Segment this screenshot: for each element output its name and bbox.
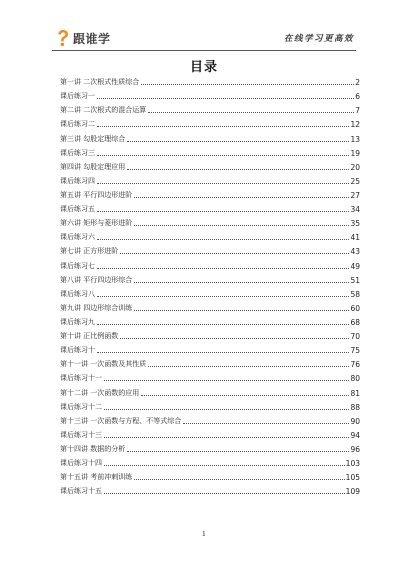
toc-entry-page: 12: [350, 120, 360, 130]
toc-entry-page: 49: [350, 261, 360, 271]
toc-entry-label: 课后练习三: [60, 148, 95, 157]
toc-entry-label: 第六讲 矩形与菱形进阶: [60, 219, 133, 228]
toc-entry-label: 课后练习十三: [60, 430, 102, 439]
toc-entry-label: 课后练习二: [60, 120, 95, 129]
toc-entry-label: 课后练习十二: [60, 402, 102, 411]
header-divider: [52, 50, 356, 51]
toc-entry-label: 课后练习四: [60, 176, 95, 185]
toc-entry[interactable]: [60, 341, 360, 355]
toc-dot-leader: [104, 493, 345, 494]
toc-entry[interactable]: [60, 242, 360, 256]
toc-entry-label: 课后练习八: [60, 289, 95, 298]
toc-dot-leader: [148, 112, 354, 113]
toc-entry[interactable]: [60, 369, 360, 383]
toc-entry-label: 第二讲 二次根式的混合运算: [60, 106, 147, 115]
toc-dot-leader: [120, 253, 349, 254]
toc-entry[interactable]: [60, 482, 360, 496]
toc-dot-leader: [97, 98, 354, 99]
toc-entry-label: 第十一讲 一次函数及其性质: [60, 360, 147, 369]
toc-entry[interactable]: [60, 144, 360, 158]
toc-entry-label: 课后练习十: [60, 346, 95, 355]
toc-entry[interactable]: [60, 214, 360, 228]
toc-entry[interactable]: [60, 115, 360, 129]
toc-entry[interactable]: [60, 327, 360, 341]
toc-entry[interactable]: [60, 129, 360, 143]
toc-entry-label: 课后练习一: [60, 92, 95, 101]
toc-dot-leader: [104, 465, 345, 466]
question-mark-logo-icon: [56, 29, 70, 47]
toc-dot-leader: [97, 183, 349, 184]
header-slogan: 在线学习更高效: [283, 34, 354, 44]
toc-entry-page: 19: [350, 148, 360, 158]
toc-entry-page: 43: [350, 247, 360, 257]
toc-entry[interactable]: [60, 158, 360, 172]
toc-dot-leader: [97, 268, 349, 269]
toc-entry[interactable]: [60, 256, 360, 270]
toc-entry-page: 75: [350, 346, 360, 356]
toc-entry-page: 20: [350, 162, 360, 172]
toc-entry-page: 34: [350, 205, 360, 215]
toc-dot-leader: [127, 451, 349, 452]
toc-entry[interactable]: [60, 313, 360, 327]
toc-entry-page: 25: [350, 176, 360, 186]
toc-entry[interactable]: [60, 87, 360, 101]
toc-dot-leader: [141, 84, 354, 85]
toc-entry-page: 76: [350, 360, 360, 370]
toc-entry-page: 13: [350, 134, 360, 144]
toc-dot-leader: [97, 296, 349, 297]
toc-entry-label: 第四讲 勾股定理应用: [60, 162, 126, 171]
toc-entry-label: 第十三讲 一次函数与方程、不等式综合: [60, 416, 182, 425]
toc-entry-label: 课后练习七: [60, 261, 95, 270]
toc-entry-page: 58: [350, 289, 360, 299]
toc-dot-leader: [97, 239, 349, 240]
toc-entry-page: 35: [350, 219, 360, 229]
toc-entry-label: 第三讲 勾股定理综合: [60, 134, 126, 143]
toc-entry[interactable]: [60, 271, 360, 285]
toc-entry-page: 109: [345, 487, 360, 497]
toc-dot-leader: [134, 197, 349, 198]
page-title: 目录: [189, 60, 218, 75]
toc-entry-label: 第五讲 平行四边形进阶: [60, 190, 133, 199]
toc-entry-label: 第十五讲 考前冲刺训练: [60, 473, 133, 482]
toc-entry-label: 第一讲 二次根式性质综合: [60, 78, 140, 87]
toc-dot-leader: [134, 225, 349, 226]
toc-entry[interactable]: [60, 228, 360, 242]
toc-entry-page: 41: [350, 233, 360, 243]
toc-dot-leader: [97, 155, 349, 156]
toc-dot-leader: [183, 423, 349, 424]
toc-entry-page: 103: [345, 459, 360, 469]
table-of-contents: [60, 73, 360, 496]
toc-dot-leader: [97, 324, 349, 325]
toc-dot-leader: [134, 310, 349, 311]
toc-entry[interactable]: [60, 383, 360, 397]
toc-entry-label: 课后练习五: [60, 205, 95, 214]
toc-dot-leader: [134, 282, 349, 283]
toc-entry-page: 90: [350, 416, 360, 426]
toc-entry-page: 60: [350, 303, 360, 313]
toc-entry-label: 第七讲 正方形进阶: [60, 247, 119, 256]
toc-entry-label: 课后练习九: [60, 317, 95, 326]
toc-entry[interactable]: [60, 454, 360, 468]
toc-dot-leader: [97, 352, 349, 353]
toc-dot-leader: [97, 211, 349, 212]
toc-entry-page: 51: [350, 275, 360, 285]
toc-entry[interactable]: [60, 285, 360, 299]
toc-dot-leader: [104, 437, 349, 438]
toc-entry-page: 2: [355, 78, 360, 88]
toc-entry-label: 第八讲 平行四边形综合: [60, 275, 133, 284]
toc-entry-page: 88: [350, 402, 360, 412]
toc-entry-page: 70: [350, 332, 360, 342]
toc-entry-label: 第十讲 正比例函数: [60, 332, 119, 341]
toc-entry-page: 96: [350, 444, 360, 454]
toc-dot-leader: [134, 479, 344, 480]
toc-entry[interactable]: [60, 426, 360, 440]
toc-entry[interactable]: [60, 172, 360, 186]
toc-entry-page: 80: [350, 374, 360, 384]
toc-dot-leader: [127, 169, 349, 170]
toc-entry-page: 6: [355, 92, 360, 102]
toc-dot-leader: [120, 338, 349, 339]
toc-entry-label: 第十二讲 一次函数的应用: [60, 388, 140, 397]
toc-entry-page: 94: [350, 430, 360, 440]
toc-entry-label: 课后练习十四: [60, 459, 102, 468]
toc-dot-leader: [97, 126, 349, 127]
logo-text: 跟谁学: [73, 31, 111, 46]
toc-dot-leader: [127, 141, 349, 142]
toc-entry[interactable]: [60, 412, 360, 426]
toc-entry[interactable]: [60, 468, 360, 482]
toc-entry-page: 27: [350, 190, 360, 200]
toc-entry-label: 第十四讲 数据的分析: [60, 444, 126, 453]
toc-entry-label: 课后练习六: [60, 233, 95, 242]
toc-entry[interactable]: [60, 440, 360, 454]
toc-entry-page: 7: [355, 106, 360, 116]
toc-entry-label: 课后练习十一: [60, 374, 102, 383]
toc-dot-leader: [104, 409, 349, 410]
toc-entry[interactable]: [60, 355, 360, 369]
toc-entry[interactable]: [60, 101, 360, 115]
toc-entry-page: 105: [345, 473, 360, 483]
toc-entry-label: 第九讲 四边形综合训练: [60, 303, 133, 312]
brand-logo: [56, 28, 111, 48]
toc-entry-label: 课后练习十五: [60, 487, 102, 496]
toc-dot-leader: [148, 366, 349, 367]
toc-entry-page: 68: [350, 317, 360, 327]
toc-dot-leader: [141, 395, 349, 396]
toc-entry[interactable]: [60, 398, 360, 412]
page-number: 1: [201, 530, 207, 538]
toc-entry-page: 81: [350, 388, 360, 398]
toc-dot-leader: [104, 380, 349, 381]
toc-entry[interactable]: [60, 299, 360, 313]
toc-entry[interactable]: [60, 186, 360, 200]
page-header: [52, 28, 356, 50]
toc-entry[interactable]: [60, 73, 360, 87]
toc-entry[interactable]: [60, 200, 360, 214]
